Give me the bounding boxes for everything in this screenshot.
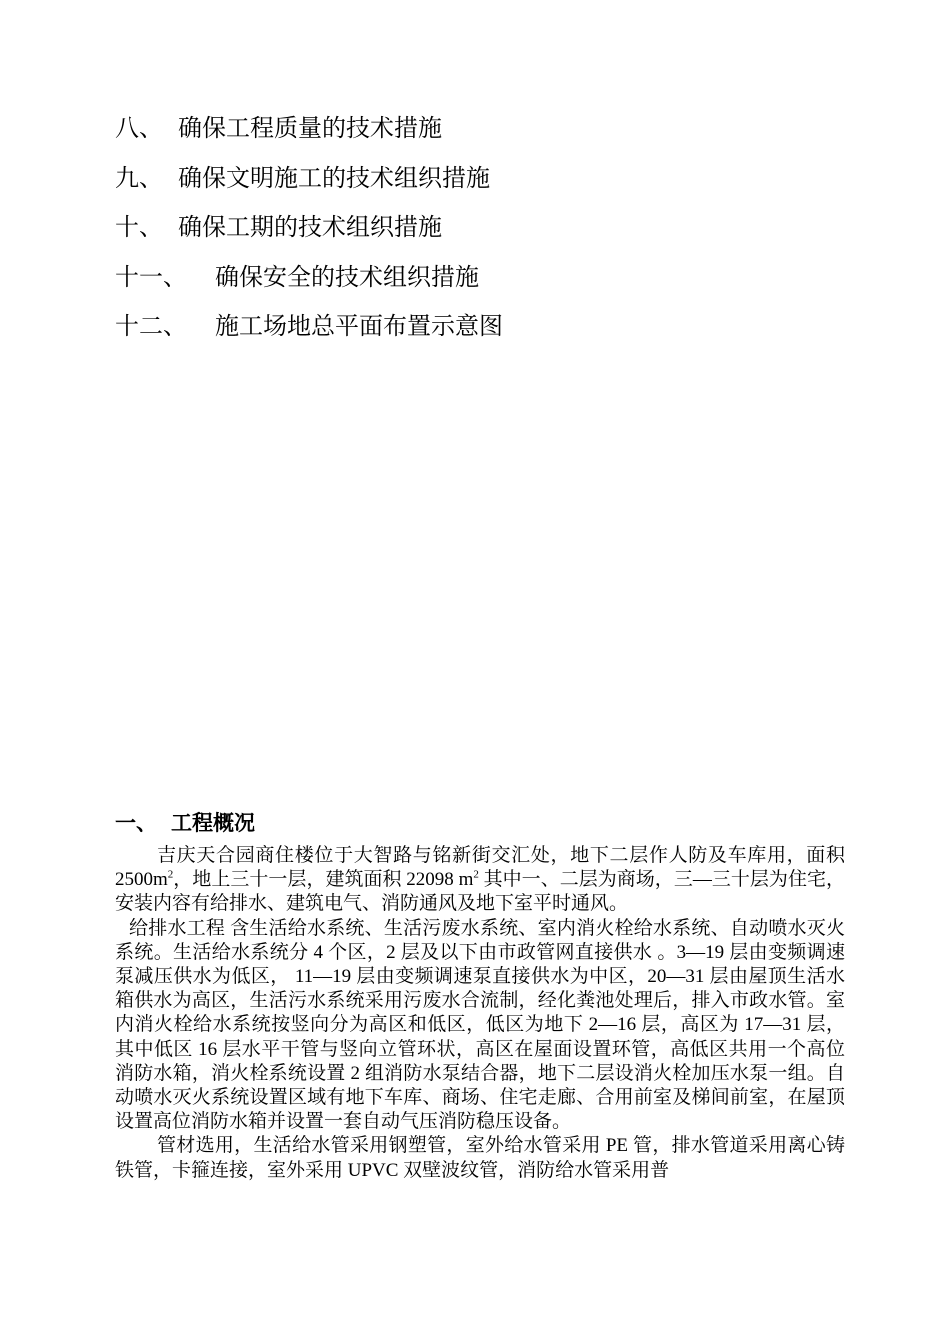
paragraph-pipe-materials: 管材选用，生活给水管采用钢塑管，室外给水管采用 PE 管，排水管道采用离心铸铁管，卡箍连接，室外采用 UPVC 双壁波纹管，消防给水管采用普: [115, 1135, 845, 1181]
section-heading-number: 一、: [115, 811, 157, 835]
toc-item-number: 十一、: [115, 262, 187, 291]
section-heading: [115, 806, 845, 840]
toc-item: [115, 253, 503, 303]
table-of-contents: [115, 104, 503, 352]
paragraph-project-location: 吉庆天合园商住楼位于大智路与铭新街交汇处，地下二层作人防及车库用，面积 $2500m^2$，地上三十一层，建筑面积 22098 $m^2$ 其中一、二层为商场，三—三十层为住宅，安装内容有给排水、建筑电气、消防通风及地下室平时通风。: [115, 845, 845, 915]
toc-item-number: 九、: [115, 163, 163, 192]
section-project-overview: [115, 806, 845, 1183]
section-heading-title: 工程概况: [171, 811, 255, 835]
toc-item: [115, 104, 503, 154]
toc-item: [115, 154, 503, 204]
toc-item: [115, 203, 503, 253]
toc-item-text: 施工场地总平面布置示意图: [215, 312, 503, 340]
toc-item-text: 确保文明施工的技术组织措施: [178, 163, 490, 192]
toc-item-number: 八、: [115, 114, 163, 142]
toc-item-text: 确保工期的技术组织措施: [178, 213, 442, 241]
paragraph-water-supply-drainage: 给排水工程 含生活给水系统、生活污废水系统、室内消火栓给水系统、自动喷水灭火系统。生活给水系统分 4 个区，2 层及以下由市政管网直接供水 。3—19 层由变频调速泵减压供水为低区， 11—19 层由变频调速泵直接供水为中区，20—31 层由屋顶生活水箱供水为高区，生活污水系统采用污废水合流制，经化粪池处理后，排入市政水管。室内消火栓给水系统按竖向分为高区和低区，低区为地下 2—16 层，高区为 17—31 层，其中低区 16 层水平干管与竖向立管环状，高区在屋面设置环管，高低区共用一个高位消防水箱，消火栓系统设置 2 组消防水泵结合器，地下二层设消火栓加压水泵一组。自动喷水灭火系统设置区域有地下车库、商场、住宅走廊、合用前室及梯间前室，在屋顶设置高位消防水箱并设置一套自动气压消防稳压设备。: [115, 917, 845, 1133]
toc-item-number: 十、: [115, 213, 163, 241]
toc-item-number: 十二、: [115, 312, 187, 340]
toc-item: [115, 302, 503, 352]
toc-item-text: 确保工程质量的技术措施: [178, 114, 442, 142]
toc-item-text: 确保安全的技术组织措施: [215, 262, 479, 291]
